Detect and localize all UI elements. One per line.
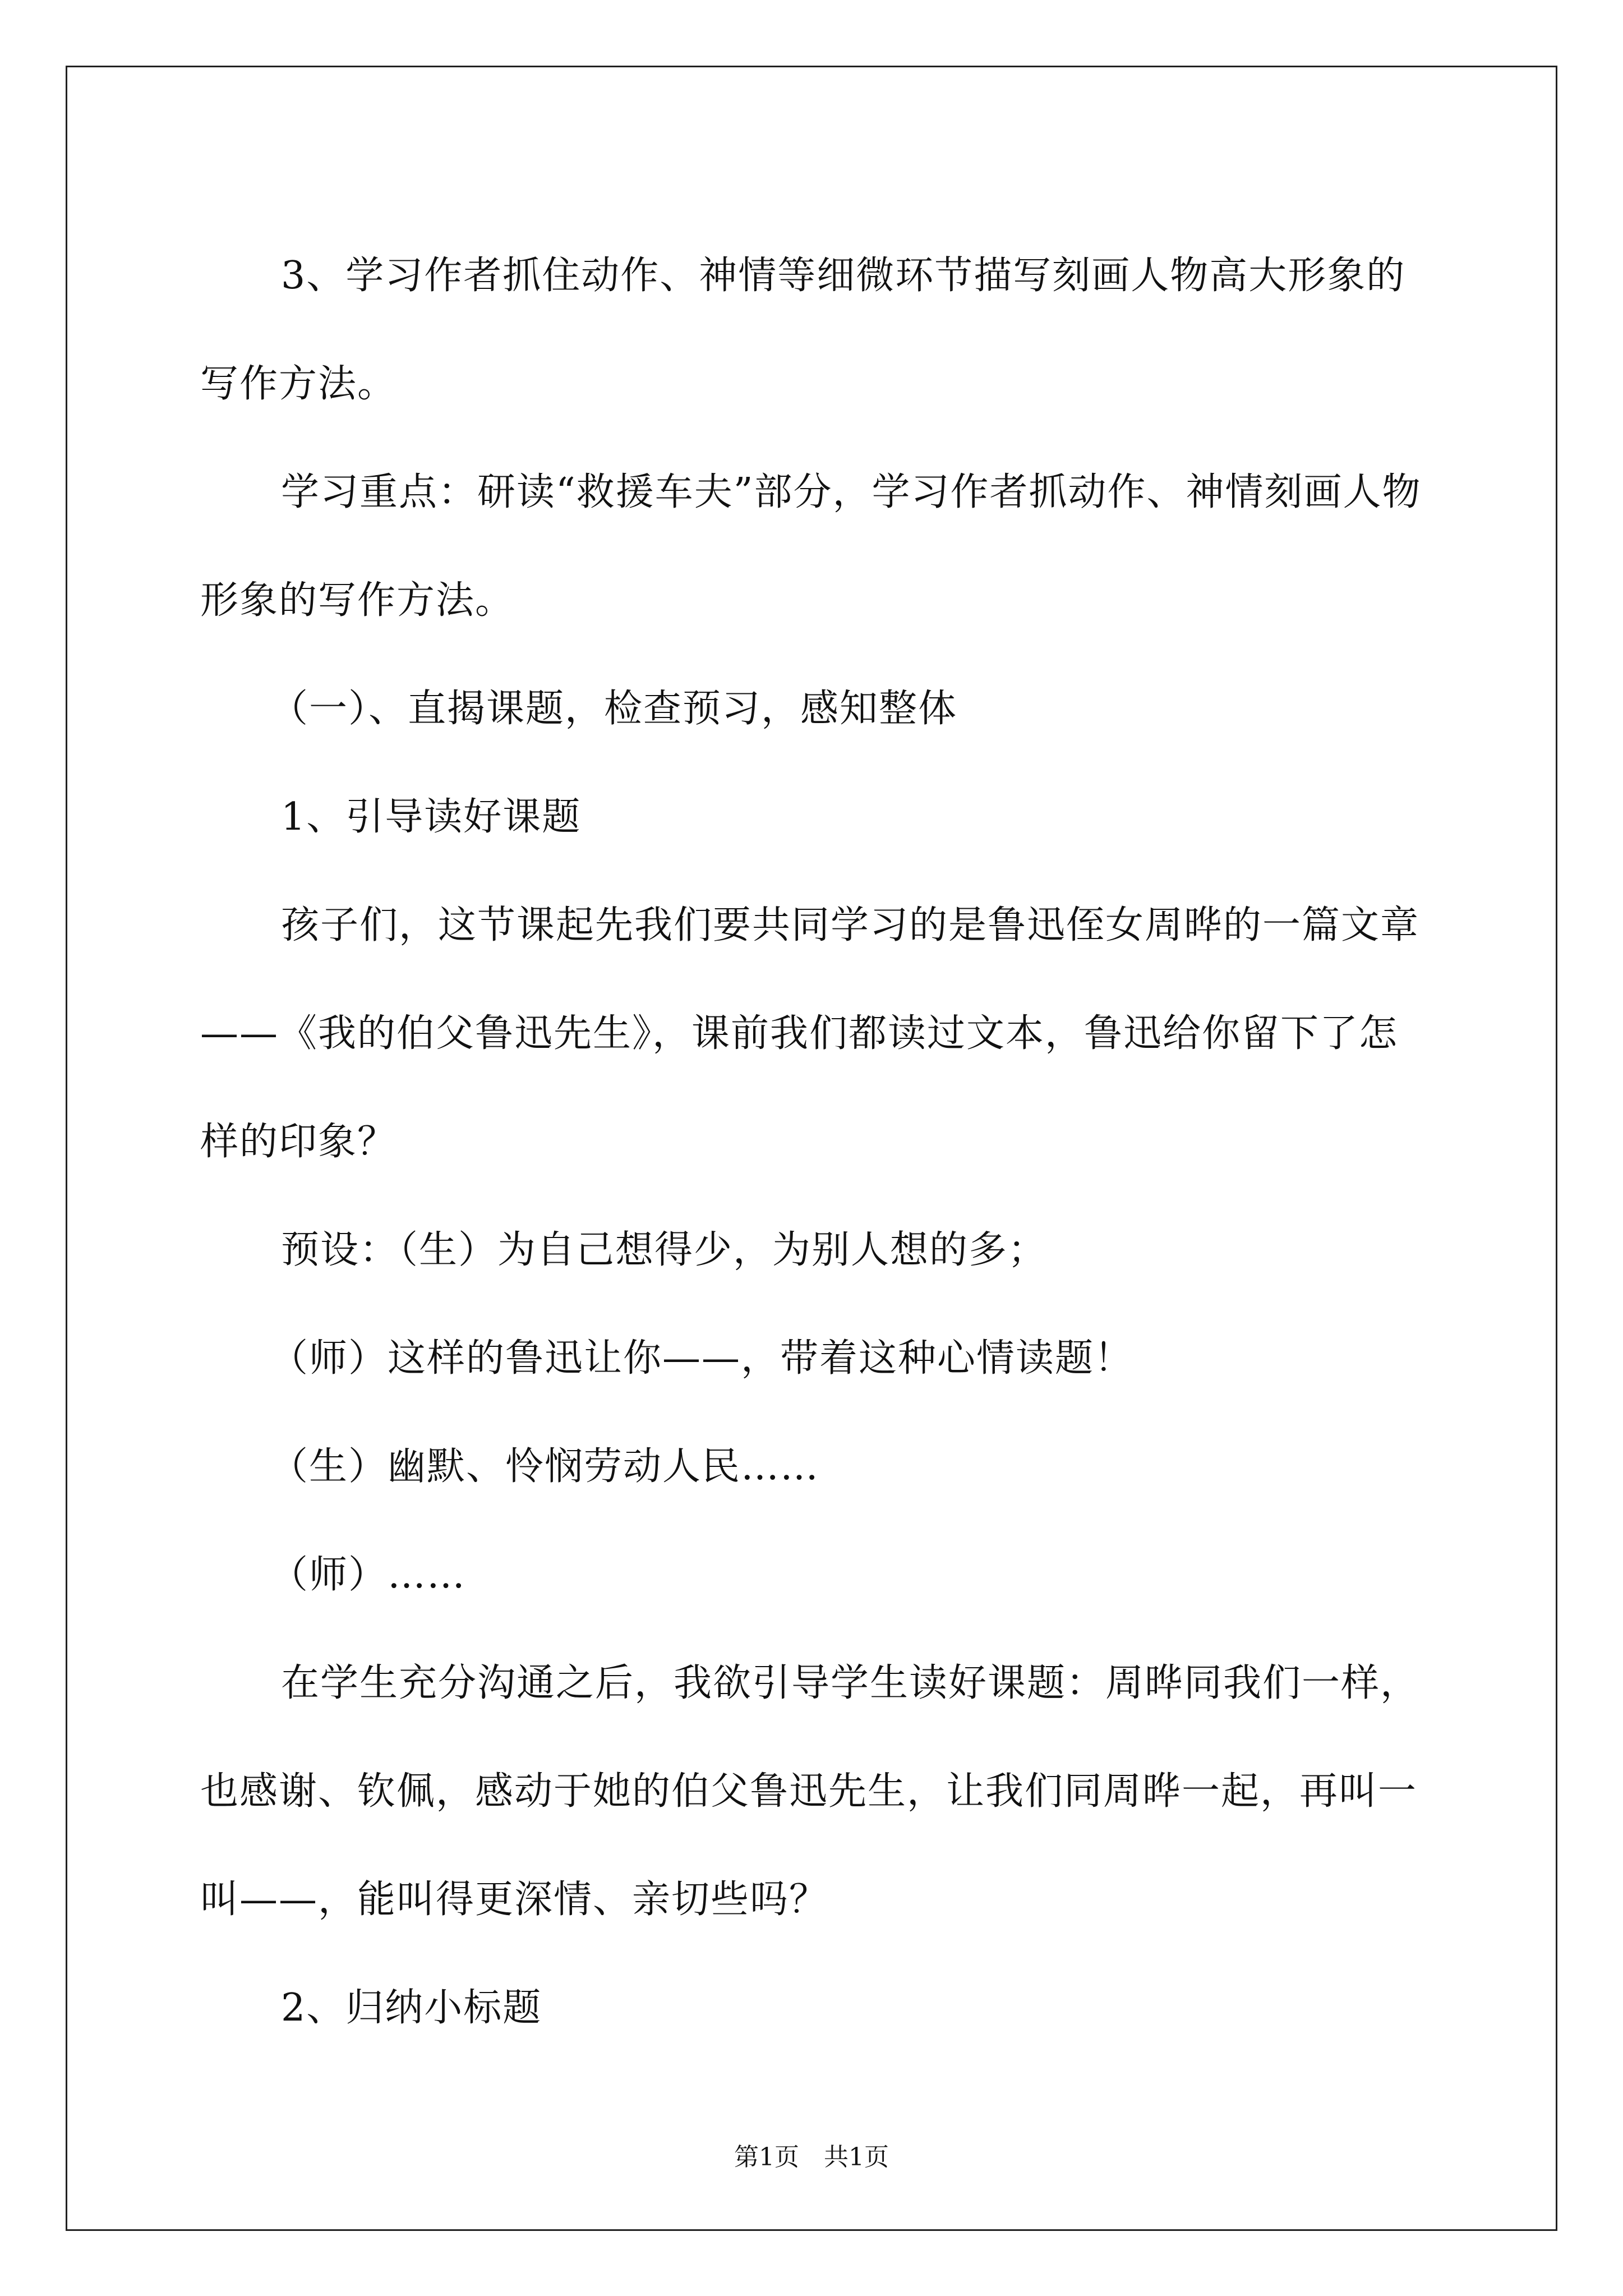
paragraph-guidance: 在学生充分沟通之后，我欲引导学生读好课题：周晔同我们一样，也感谢、钦佩，感动于她的伯父鲁迅先生，让我们同周晔一起，再叫一叫——，能叫得更深情、亲切些吗？ bbox=[200, 1661, 1420, 1922]
page-footer: 第1页 共1页 bbox=[734, 2143, 889, 2171]
paragraph-teacher-1: （师）这样的鲁迅让你——，带着这种心情读题！ bbox=[270, 1336, 1134, 1381]
paragraph-intro: 孩子们，这节课起先我们要共同学习的是鲁迅侄女周晔的一篇文章——《我的伯父鲁迅先生》，课前我们都读过文本，鲁迅给你留下了怎样的印象？ bbox=[200, 903, 1420, 1164]
section-heading-1: （一）、直揭课题，检查预习，感知整体 bbox=[270, 687, 958, 731]
paragraph-objective-3: 3、学习作者抓住动作、神情等细微环节描写刻画人物高大形象的写作方法。 bbox=[200, 254, 1406, 406]
subheading-read-title: 1、引导读好课题 bbox=[281, 795, 582, 839]
paragraph-teacher-2: （师）…… bbox=[270, 1553, 467, 1597]
paragraph-key-point: 学习重点：研读“救援车夫”部分，学习作者抓动作、神情刻画人物形象的写作方法。 bbox=[200, 470, 1422, 623]
paragraph-student-2: （生）幽默、怜悯劳动人民…… bbox=[270, 1444, 820, 1489]
document-body bbox=[200, 222, 1434, 2062]
subheading-summarize: 2、归纳小标题 bbox=[281, 1986, 542, 2030]
paragraph-preset: 预设：（生）为自己想得少，为别人想的多； bbox=[281, 1228, 1048, 1272]
